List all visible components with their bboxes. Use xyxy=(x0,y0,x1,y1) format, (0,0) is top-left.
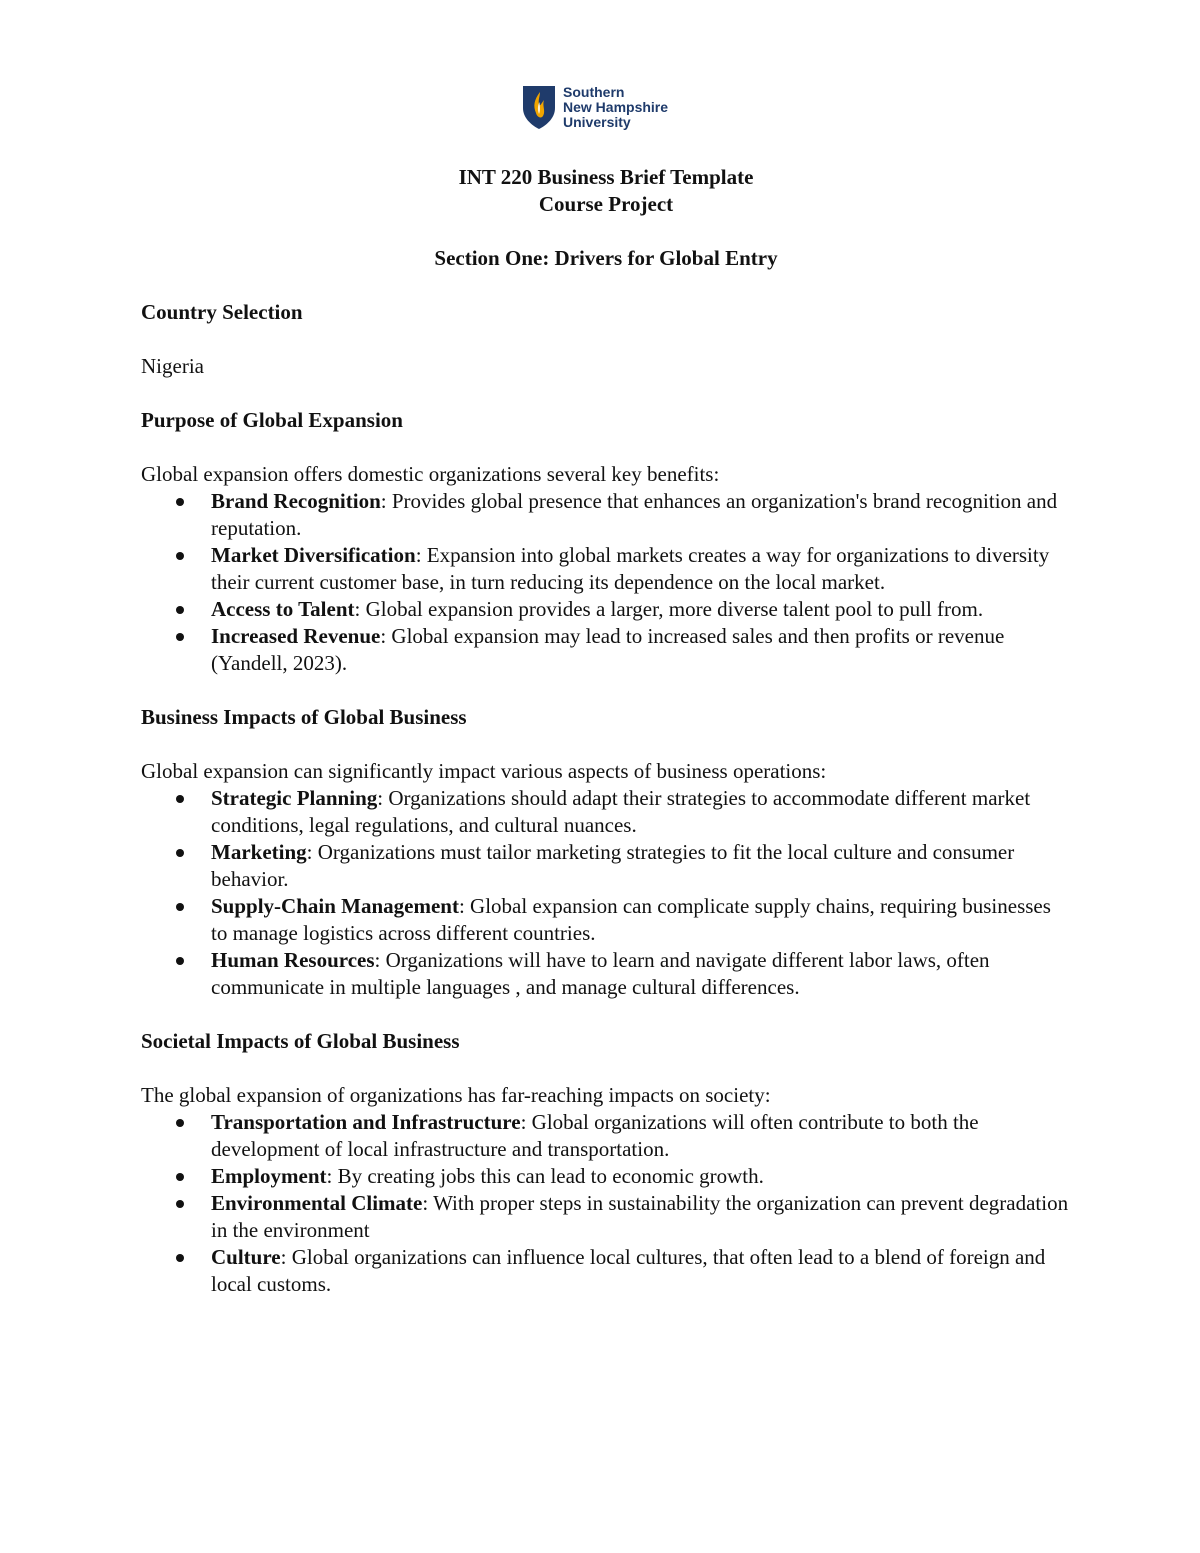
document-subtitle: Course Project xyxy=(538,192,674,216)
list-item-text: : With proper steps in sustainability the organization can prevent degradation in the environment xyxy=(211,1191,1069,1242)
business-list xyxy=(141,785,1071,1001)
list-item-text: : Expansion into global markets creates a way for organizations to diversity their current customer base, in turn reducing its dependence on the local market. xyxy=(211,543,1050,594)
list-item-term: Access to Talent xyxy=(211,597,355,621)
business-heading: Business Impacts of Global Business xyxy=(141,705,467,729)
list-item-text: : Organizations must tailor marketing strategies to fit the local culture and consumer behavior. xyxy=(211,840,1015,891)
university-logo xyxy=(521,84,668,130)
list-item xyxy=(211,893,1071,947)
list-item-text: : Global expansion can complicate supply chains, requiring businesses to manage logistics across different countries. xyxy=(211,894,1051,945)
list-item-term: Marketing xyxy=(211,840,307,864)
document-title: INT 220 Business Brief Template xyxy=(458,165,754,189)
country-heading: Country Selection xyxy=(141,300,303,324)
list-item xyxy=(211,623,1071,677)
list-item xyxy=(211,1244,1071,1298)
list-item xyxy=(211,947,1071,1001)
societal-heading: Societal Impacts of Global Business xyxy=(141,1029,460,1053)
list-item-text: : Organizations will have to learn and navigate different labor laws, often communicate in multiple languages , and manage cultural differences. xyxy=(211,948,990,999)
list-item-text: : Global organizations will often contribute to both the development of local infrastructure and transportation. xyxy=(211,1110,979,1161)
list-item-term: Strategic Planning xyxy=(211,786,378,810)
business-intro: Global expansion can significantly impact various aspects of business operations: xyxy=(141,759,827,783)
logo-line-3: University xyxy=(563,113,631,130)
list-item-text: : Provides global presence that enhances an organization's brand recognition and reputation. xyxy=(211,489,1058,540)
logo-line-2: New Hampshire xyxy=(563,98,669,115)
country-value: Nigeria xyxy=(141,354,204,378)
list-item xyxy=(211,785,1071,839)
list-item-text: : Global organizations can influence local cultures, that often lead to a blend of foreign and local customs. xyxy=(211,1245,1046,1296)
list-item-term: Transportation and Infrastructure xyxy=(211,1110,521,1134)
list-item xyxy=(211,839,1071,893)
list-item xyxy=(211,488,1071,542)
list-item-text: : Global expansion may lead to increased sales and then profits or revenue (Yandell, 2023). xyxy=(211,624,1005,675)
list-item xyxy=(211,596,1071,623)
logo-line-1: Southern xyxy=(563,83,625,100)
logo-wordmark xyxy=(563,85,668,130)
list-item-term: Market Diversification xyxy=(211,543,416,567)
list-item-text: : By creating jobs this can lead to economic growth. xyxy=(326,1164,764,1188)
purpose-list xyxy=(141,488,1071,677)
document-body xyxy=(141,164,1071,1298)
shield-flame-icon xyxy=(521,84,557,130)
list-item xyxy=(211,1163,1071,1190)
societal-intro: The global expansion of organizations has far-reaching impacts on society: xyxy=(141,1083,771,1107)
list-item-term: Brand Recognition xyxy=(211,489,381,513)
list-item-term: Employment xyxy=(211,1164,327,1188)
section-title: Section One: Drivers for Global Entry xyxy=(434,246,778,270)
purpose-heading: Purpose of Global Expansion xyxy=(141,408,403,432)
societal-list xyxy=(141,1109,1071,1298)
list-item-term: Environmental Climate xyxy=(211,1191,423,1215)
list-item-text: : Global expansion provides a larger, more diverse talent pool to pull from. xyxy=(354,597,984,621)
list-item xyxy=(211,1109,1071,1163)
list-item xyxy=(211,542,1071,596)
list-item-term: Supply-Chain Management xyxy=(211,894,459,918)
list-item-term: Human Resources xyxy=(211,948,375,972)
list-item xyxy=(211,1190,1071,1244)
list-item-term: Culture xyxy=(211,1245,281,1269)
list-item-text: : Organizations should adapt their strategies to accommodate different market conditions, legal regulations, and cultural nuances. xyxy=(211,786,1031,837)
purpose-intro: Global expansion offers domestic organizations several key benefits: xyxy=(141,462,720,486)
list-item-term: Increased Revenue xyxy=(211,624,381,648)
